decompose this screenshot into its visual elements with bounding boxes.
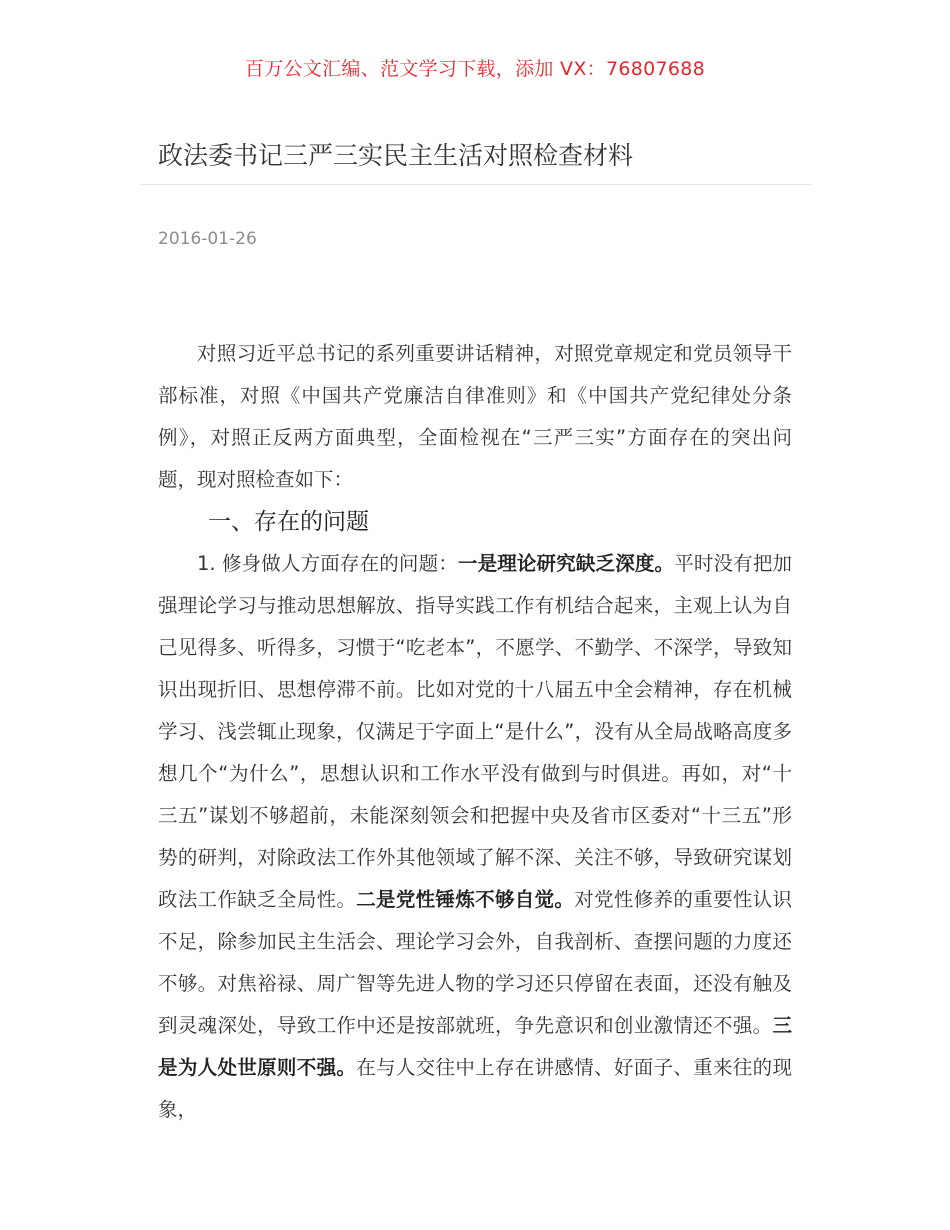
- bold-point-1: 一是理论研究缺乏深度。: [457, 552, 675, 575]
- intro-paragraph: 对照习近平总书记的系列重要讲话精神，对照党章规定和党员领导干部标准，对照《中国共产党廉洁自律准则》和《中国共产党纪律处分条例》，对照正反两方面典型，全面检视在“三严三实”方面存在的突出问题，现对照检查如下：: [158, 342, 792, 491]
- promo-banner: 百万公文汇编、范文学习下载，添加 VX：76807688: [244, 58, 706, 80]
- article-body: [158, 333, 792, 1131]
- point-1-text: 平时没有把加强理论学习与推动思想解放、指导实践工作有机结合起来，主观上认为自己见得多、听得多，习惯于“吃老本”，不愿学、不勤学、不深学，导致知识出现折旧、思想停滞不前。比如对党的十八届五中全会精神，存在机械学习、浅尝辄止现象，仅满足于字面上“是什么”，没有从全局战略高度多想几个“为什么”，思想认识和工作水平没有做到与时俱进。再如，对“十三五”谋划不够超前，未能深刻领会和把握中央及省市区委对“十三五”形势的研判，对除政法工作外其他领域了解不深、关注不够，导致研究谋划政法工作缺乏全局性。: [158, 552, 792, 911]
- section-heading: 一、存在的问题: [208, 509, 369, 535]
- problem-paragraph: [158, 543, 792, 1131]
- publish-date: 2016-01-26: [158, 229, 257, 249]
- point-2-text: 对党性修养的重要性认识不足，除参加民主生活会、理论学习会外，自我剖析、查摆问题的力度还不够。对焦裕禄、周广智等先进人物的学习还只停留在表面，还没有触及到灵魂深处，导致工作中还是按部就班，争先意识和创业激情还不强。: [158, 888, 792, 1037]
- bold-point-3: 三是为人处世原则不强。: [158, 1014, 792, 1079]
- title-divider: [140, 184, 812, 185]
- paragraph-lead: 1. 修身做人方面存在的问题：: [197, 552, 458, 575]
- bold-point-2: 二是党性锤炼不够自觉。: [356, 888, 575, 911]
- article-title: 政法委书记三严三实民主生活对照检查材料: [158, 141, 634, 170]
- point-3-text: 在与人交往中上存在讲感情、好面子、重来往的现象，: [158, 1056, 792, 1121]
